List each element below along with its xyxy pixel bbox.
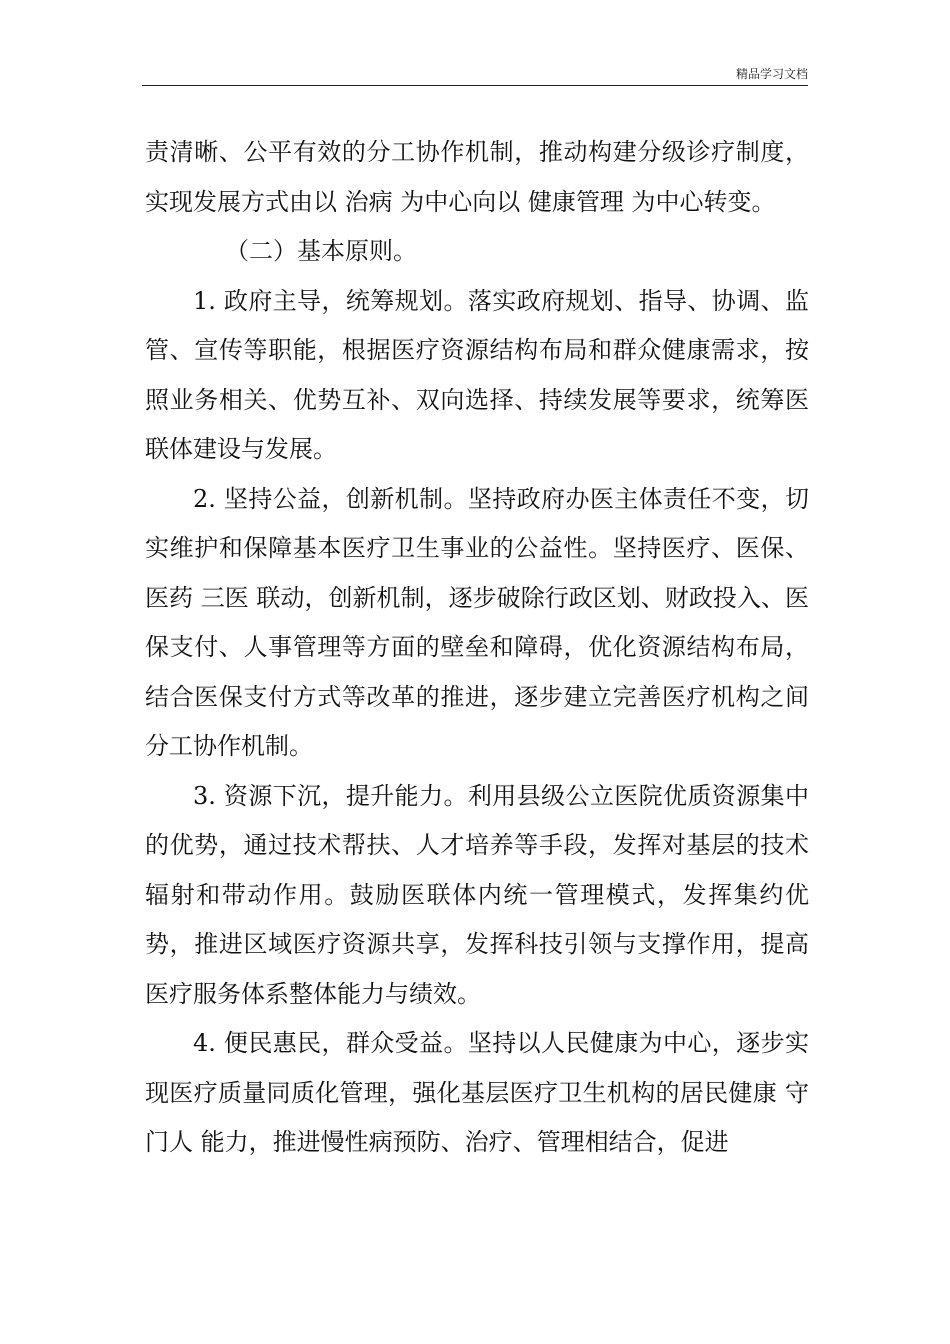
section-heading-basic-principles: （二）基本原则。 — [225, 237, 417, 265]
header-divider — [142, 85, 808, 86]
paragraph-continuation: 责清晰、公平有效的分工协作机制，推动构建分级诊疗制度，实现发展方式由以 治病 为中心向以 健康管理 为中心转变。 — [145, 138, 809, 216]
document-body — [145, 128, 809, 1168]
principle-2-paragraph: 2. 坚持公益，创新机制。坚持政府办医主体责任不变，切实维护和保障基本医疗卫生事业的公益性。坚持医疗、医保、医药 三医 联动，创新机制，逐步破除行政区划、财政投入、医保支付、人事管理等方面的壁垒和障碍，优化资源结构布局，结合医保支付方式等改革的推进，逐步建立完善医疗机构之间分工协作机制。 — [145, 484, 809, 760]
principle-1-paragraph: 1. 政府主导，统筹规划。落实政府规划、指导、协调、监管、宣传等职能，根据医疗资源结构布局和群众健康需求，按照业务相关、优势互补、双向选择、持续发展等要求，统筹医联体建设与发展。 — [145, 286, 809, 463]
principle-4-paragraph: 4. 便民惠民，群众受益。坚持以人民健康为中心，逐步实现医疗质量同质化管理，强化基层医疗卫生机构的居民健康 守门人 能力，推进慢性病预防、治疗、管理相结合，促进 — [145, 1029, 809, 1156]
page-header-label: 精品学习文档 — [735, 67, 808, 81]
principle-3-paragraph: 3. 资源下沉，提升能力。利用县级公立医院优质资源集中的优势，通过技术帮扶、人才培养等手段，发挥对基层的技术辐射和带动作用。鼓励医联体内统一管理模式，发挥集约优势，推进区域医疗资源共享，发挥科技引领与支撑作用，提高医疗服务体系整体能力与绩效。 — [145, 781, 809, 1008]
